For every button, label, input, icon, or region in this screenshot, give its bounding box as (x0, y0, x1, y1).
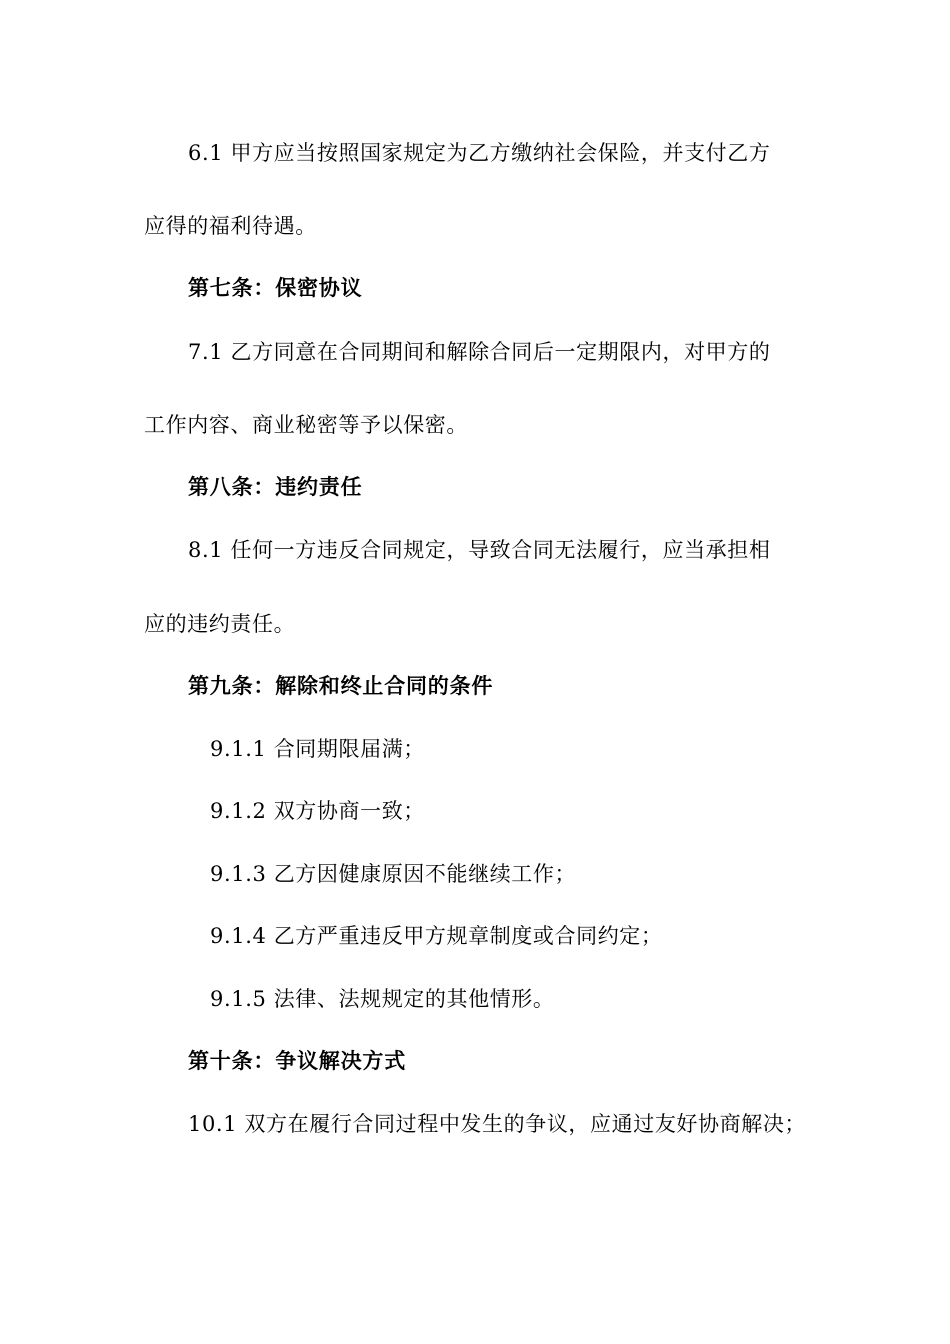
clause-7-1-line-1: 7.1 乙方同意在合同期间和解除合同后一定期限内，对甲方的 (188, 340, 771, 364)
clause-9-1-3: 9.1.3 乙方因健康原因不能继续工作； (210, 862, 577, 886)
clause-10-1-line-1: 10.1 双方在履行合同过程中发生的争议，应通过友好协商解决； (188, 1112, 807, 1136)
clause-9-1-5: 9.1.5 法律、法规规定的其他情形。 (210, 987, 555, 1011)
clause-8-1-line-1: 8.1 任何一方违反合同规定，导致合同无法履行，应当承担相 (188, 538, 771, 562)
clause-9-1-2: 9.1.2 双方协商一致； (210, 799, 425, 823)
clause-6-1-line-2: 应得的福利待遇。 (144, 214, 317, 238)
article-7-heading: 第七条：保密协议 (188, 276, 363, 300)
article-8-heading: 第八条：违约责任 (188, 475, 363, 499)
clause-7-1-line-2: 工作内容、商业秘密等予以保密。 (144, 413, 468, 437)
clause-9-1-4: 9.1.4 乙方严重违反甲方规章制度或合同约定； (210, 924, 663, 948)
clause-9-1-1: 9.1.1 合同期限届满； (210, 737, 425, 761)
article-9-heading: 第九条：解除和终止合同的条件 (188, 674, 494, 698)
clause-8-1-line-2: 应的违约责任。 (144, 612, 296, 636)
clause-6-1-line-1: 6.1 甲方应当按照国家规定为乙方缴纳社会保险，并支付乙方 (188, 141, 771, 165)
article-10-heading: 第十条：争议解决方式 (188, 1049, 406, 1073)
